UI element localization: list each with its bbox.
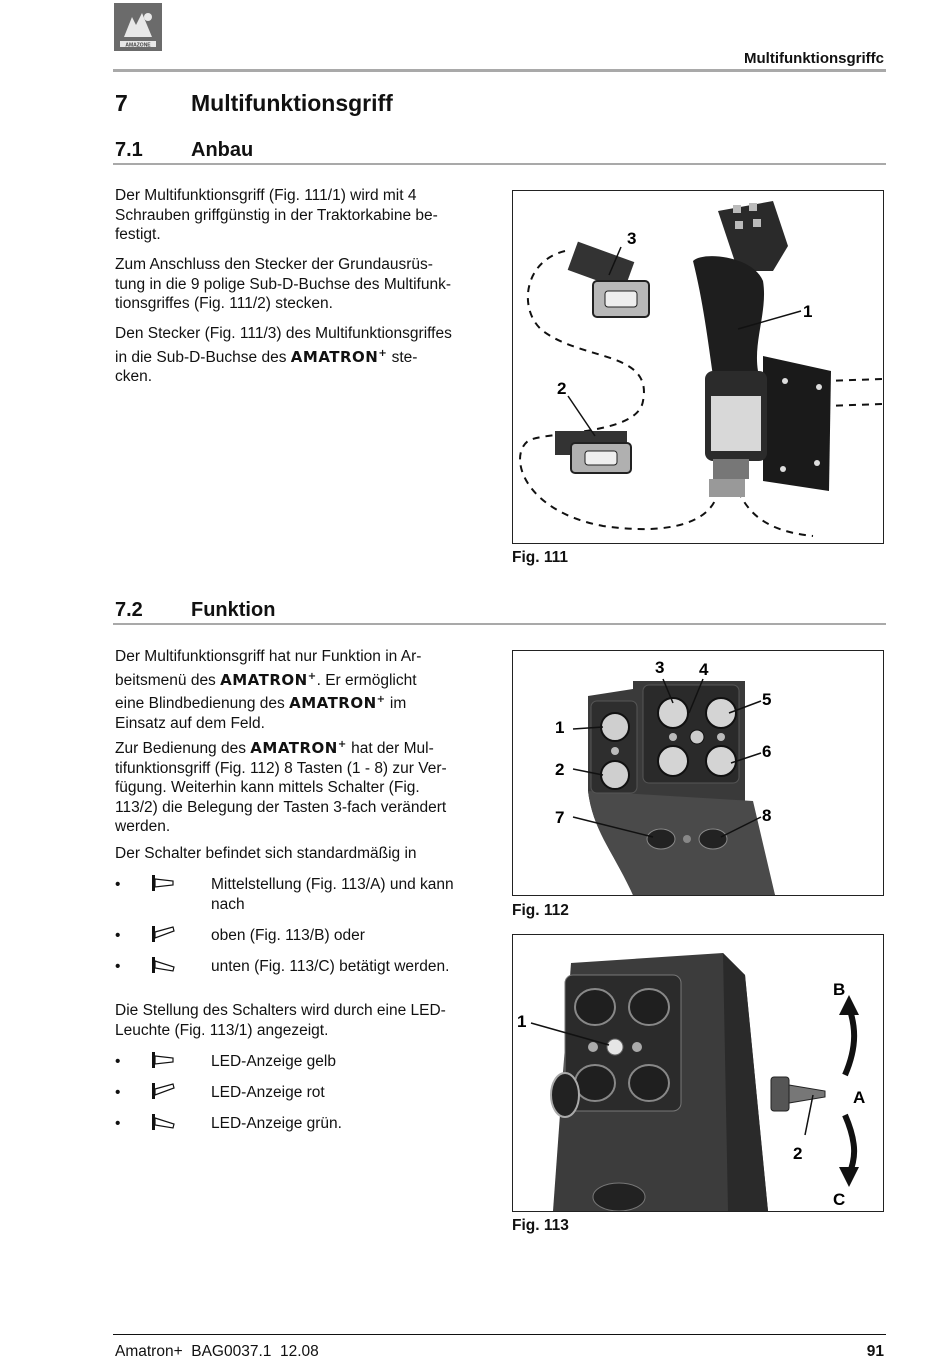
brand-sup: + (307, 670, 317, 682)
list-item-text: unten (Fig. 113/C) betätigt werden. (211, 958, 450, 975)
bullet-dot: • (115, 1084, 121, 1101)
text-line: Den Stecker (Fig. 111/3) des Multifunktionsgriffes (115, 325, 452, 342)
figure-113-caption: Fig. 113 (512, 1217, 569, 1234)
text-run: ste- (391, 348, 418, 366)
callout-1: 1 (517, 1012, 527, 1031)
brand-name (289, 694, 385, 712)
callout-6: 6 (762, 742, 772, 761)
toggle-switch-middle-icon (151, 873, 177, 899)
paragraph-connection (115, 255, 487, 314)
footer-rule (113, 1334, 886, 1335)
section-rule (113, 163, 886, 165)
paragraph-mounting (115, 186, 487, 245)
callout-c: C (833, 1190, 846, 1209)
text-line: festigt. (115, 226, 161, 243)
list-item (115, 1083, 487, 1105)
brand-text: AMATRON (250, 739, 338, 757)
chapter-number: 7 (115, 90, 128, 116)
text-line: Schrauben griffgünstig in der Traktorkabine be- (115, 206, 438, 224)
page-number: 91 (866, 1343, 884, 1360)
callout-3: 3 (655, 658, 665, 677)
section-rule (113, 623, 886, 625)
text-line (115, 735, 487, 759)
callout-3: 3 (627, 229, 637, 248)
callout-2: 2 (555, 760, 565, 779)
figure-111-caption: Fig. 111 (512, 549, 569, 566)
text-line: nach (211, 895, 245, 913)
bullet-dot: • (115, 1053, 121, 1070)
brand-sup: + (337, 739, 347, 750)
running-header-title: Multifunktionsgriffc (744, 50, 884, 67)
section-title: Funktion (191, 599, 276, 621)
section-number: 7.1 (115, 139, 143, 161)
figure-113 (512, 934, 884, 1212)
section-heading-funktion (115, 599, 275, 622)
paragraph-switch-default: Der Schalter befindet sich standardmäßig in (115, 845, 417, 862)
callout-7: 7 (555, 808, 565, 827)
brand-name (291, 348, 387, 366)
paragraph-function (115, 647, 487, 733)
list-item (115, 926, 487, 948)
figure-112 (512, 650, 884, 896)
list-item-text: LED-Anzeige grün. (211, 1115, 342, 1132)
list-item-text (211, 875, 491, 914)
figure-112-caption: Fig. 112 (512, 902, 569, 919)
text-line (115, 667, 487, 691)
section-heading-anbau (115, 139, 253, 162)
callout-8: 8 (762, 806, 772, 825)
text-line: fügung. Weiterhin kann mittels Schalter (Fig. (115, 779, 420, 796)
paragraph-operation (115, 735, 487, 837)
list-item (115, 1052, 487, 1074)
text-line: tionsgriffes (Fig. 111/2) stecken. (115, 295, 333, 312)
chapter-title: Multifunktionsgriff (191, 90, 393, 116)
text-run: im (389, 695, 407, 712)
text-line: Zum Anschluss den Stecker der Grundausrüs- (115, 256, 433, 273)
callout-1: 1 (555, 718, 565, 737)
callout-2: 2 (557, 379, 567, 398)
text-line: Der Multifunktionsgriff (Fig. 111/1) wird mit 4 (115, 187, 417, 204)
text-line: tung in die 9 polige Sub-D-Buchse des Multifunk- (115, 275, 452, 293)
text-line: cken. (115, 368, 153, 385)
text-line: tifunktionsgriff (Fig. 112) 8 Tasten (1 - 8) zur Ver- (115, 759, 447, 777)
text-line (115, 344, 487, 368)
brand-name (220, 671, 316, 689)
callout-5: 5 (762, 690, 772, 709)
header-rule (113, 69, 886, 72)
text-run: eine Blindbedienung des (115, 695, 285, 712)
list-item (115, 875, 487, 915)
text-run: hat der Mul- (351, 740, 434, 757)
bullet-dot: • (115, 1115, 121, 1132)
brand-text: AMATRON (220, 670, 308, 689)
text-line (115, 690, 487, 714)
callout-b: B (833, 980, 846, 999)
text-run: beitsmenü des (115, 671, 216, 689)
brand-text: AMATRON (290, 347, 379, 366)
chapter-heading (115, 90, 393, 117)
text-line: Einsatz auf dem Feld. (115, 714, 265, 732)
text-run: Zur Bedienung des (115, 740, 246, 757)
text-line: Leuchte (Fig. 113/1) angezeigt. (115, 1021, 329, 1039)
callout-1: 1 (803, 302, 813, 321)
text-line: Die Stellung des Schalters wird durch eine LED- (115, 1002, 446, 1019)
list-item-text: LED-Anzeige rot (211, 1084, 325, 1101)
text-line: 113/2) die Belegung der Tasten 3-fach verändert (115, 798, 447, 816)
list-item (115, 957, 487, 979)
toggle-switch-up-icon (151, 1081, 177, 1107)
text-line: Mittelstellung (Fig. 113/A) und kann (211, 876, 454, 893)
amazone-logo-icon (114, 3, 162, 51)
bullet-dot: • (115, 958, 121, 975)
grip-switch-photo (513, 935, 883, 1211)
paragraph-led (115, 1001, 487, 1040)
brand-sup: + (378, 347, 388, 359)
brand-name (250, 739, 346, 757)
section-number: 7.2 (115, 599, 143, 621)
multifunction-grip-photo (513, 191, 883, 543)
callout-a: A (853, 1088, 866, 1107)
logo-text: AMAZONE (125, 42, 151, 49)
toggle-switch-down-icon (151, 955, 177, 981)
callout-4: 4 (699, 660, 709, 679)
grip-buttons-photo (513, 651, 883, 895)
toggle-switch-up-icon (151, 924, 177, 950)
callout-2: 2 (793, 1144, 803, 1163)
text-run: in die Sub-D-Buchse des (115, 348, 287, 366)
toggle-switch-middle-icon (151, 1050, 177, 1076)
text-run: . Er ermöglicht (316, 671, 417, 689)
bullet-dot: • (115, 927, 121, 944)
toggle-switch-down-icon (151, 1112, 177, 1138)
paragraph-plug (115, 324, 487, 387)
list-item (115, 1114, 487, 1136)
bullet-dot: • (115, 876, 121, 893)
text-line: Der Multifunktionsgriff hat nur Funktion in Ar- (115, 648, 422, 665)
brand-sup: + (376, 694, 386, 705)
section-title: Anbau (191, 139, 254, 161)
footer-document-id: Amatron+ BAG0037.1 12.08 (115, 1343, 319, 1360)
list-item-text: oben (Fig. 113/B) oder (211, 927, 365, 944)
list-item-text: LED-Anzeige gelb (211, 1053, 336, 1070)
figure-111 (512, 190, 884, 544)
brand-text: AMATRON (289, 694, 377, 712)
text-line: werden. (115, 818, 171, 835)
